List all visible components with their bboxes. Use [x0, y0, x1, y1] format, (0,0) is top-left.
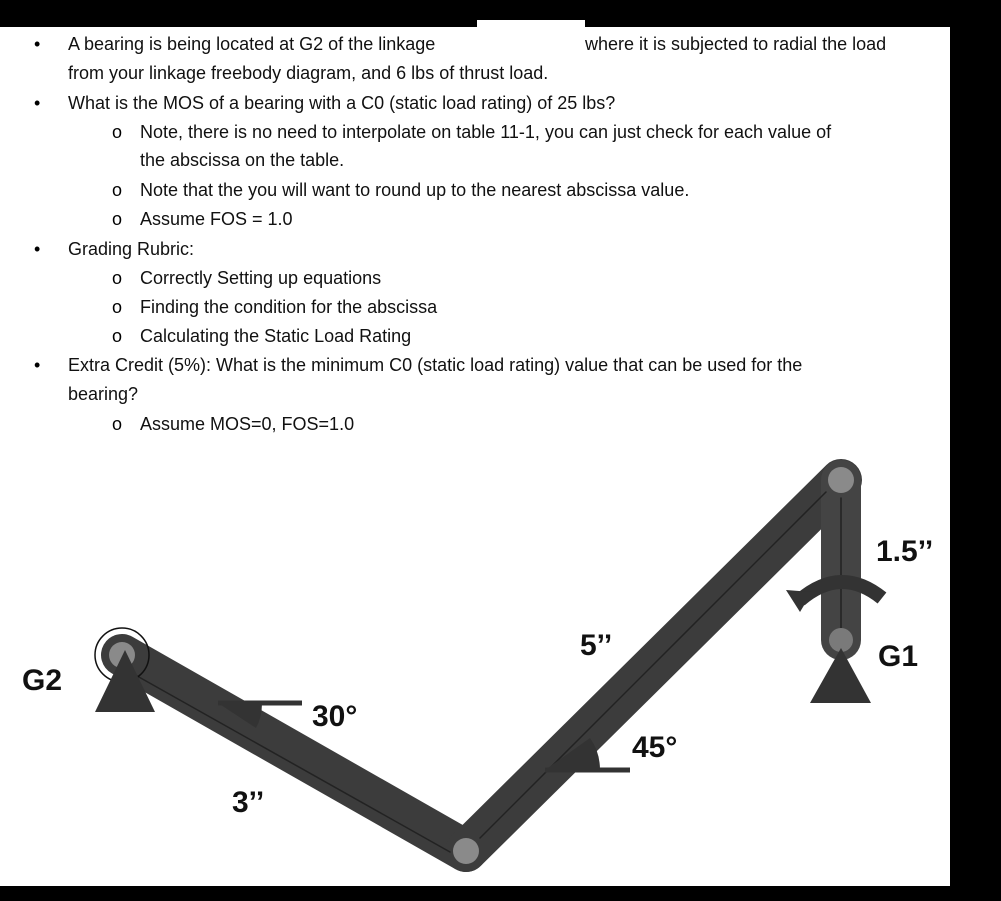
- bullet-2-sub-3: Assume FOS = 1.0: [140, 209, 293, 229]
- joint-bottom: [453, 838, 479, 864]
- bullet-1-text-a: A bearing is being located at G2 of the linkage: [68, 34, 436, 54]
- dimension-line-5in: [480, 492, 826, 838]
- ground-support-g1-icon: [810, 648, 871, 703]
- sub-bullet: o: [112, 414, 123, 434]
- sub-bullet: o: [112, 180, 123, 200]
- bullet-3-sub-1: Correctly Setting up equations: [140, 268, 382, 288]
- bullet-3-sub-2: Finding the condition for the abscissa: [140, 297, 438, 317]
- label-angle-45: 45°: [632, 731, 678, 764]
- sub-bullet: o: [112, 297, 123, 317]
- bullet-2-text: What is the MOS of a bearing with a C0 (static load rating) of 25 lbs?: [68, 93, 616, 113]
- label-length-3: 3’’: [232, 786, 265, 819]
- label-angle-30: 30°: [312, 700, 358, 733]
- bullet-2-sub-1-line-2: the abscissa on the table.: [140, 150, 345, 170]
- label-length-1-5: 1.5’’: [876, 535, 934, 568]
- bullet-3-sub-3: Calculating the Static Load Rating: [140, 326, 412, 346]
- bullet-4-line-2: bearing?: [68, 384, 139, 404]
- bullet-1-line-2: from your linkage freebody diagram, and 6 lbs of thrust load.: [68, 63, 549, 83]
- bullet-3-text: Grading Rubric:: [68, 239, 195, 259]
- sub-bullet: o: [112, 122, 123, 142]
- bullet: •: [34, 93, 41, 113]
- sub-bullet: o: [112, 326, 123, 346]
- link-g2-bottom: [122, 655, 466, 851]
- bullet: •: [34, 355, 41, 375]
- label-length-5: 5’’: [580, 629, 613, 662]
- bullet-4-text: Extra Credit (5%): What is the minimum C0 (static load rating) value that can be used for the: [68, 355, 803, 375]
- bullet-2-sub-2: Note that the you will want to round up to the nearest abscissa value.: [140, 180, 690, 200]
- bullet: •: [34, 34, 41, 54]
- label-g1: G1: [878, 640, 919, 673]
- bullet-1-text-b: where it is subjected to radial the load: [585, 34, 887, 54]
- sub-bullet: o: [112, 209, 123, 229]
- sub-bullet: o: [112, 268, 123, 288]
- bullet-4-sub-1: Assume MOS=0, FOS=1.0: [140, 414, 355, 434]
- joint-top: [828, 467, 854, 493]
- label-g2: G2: [22, 664, 63, 697]
- bullet-2-sub-1: Note, there is no need to interpolate on table 11-1, you can just check for each value of: [140, 122, 832, 142]
- bullet: •: [34, 239, 41, 259]
- dimension-line-3in: [130, 672, 450, 852]
